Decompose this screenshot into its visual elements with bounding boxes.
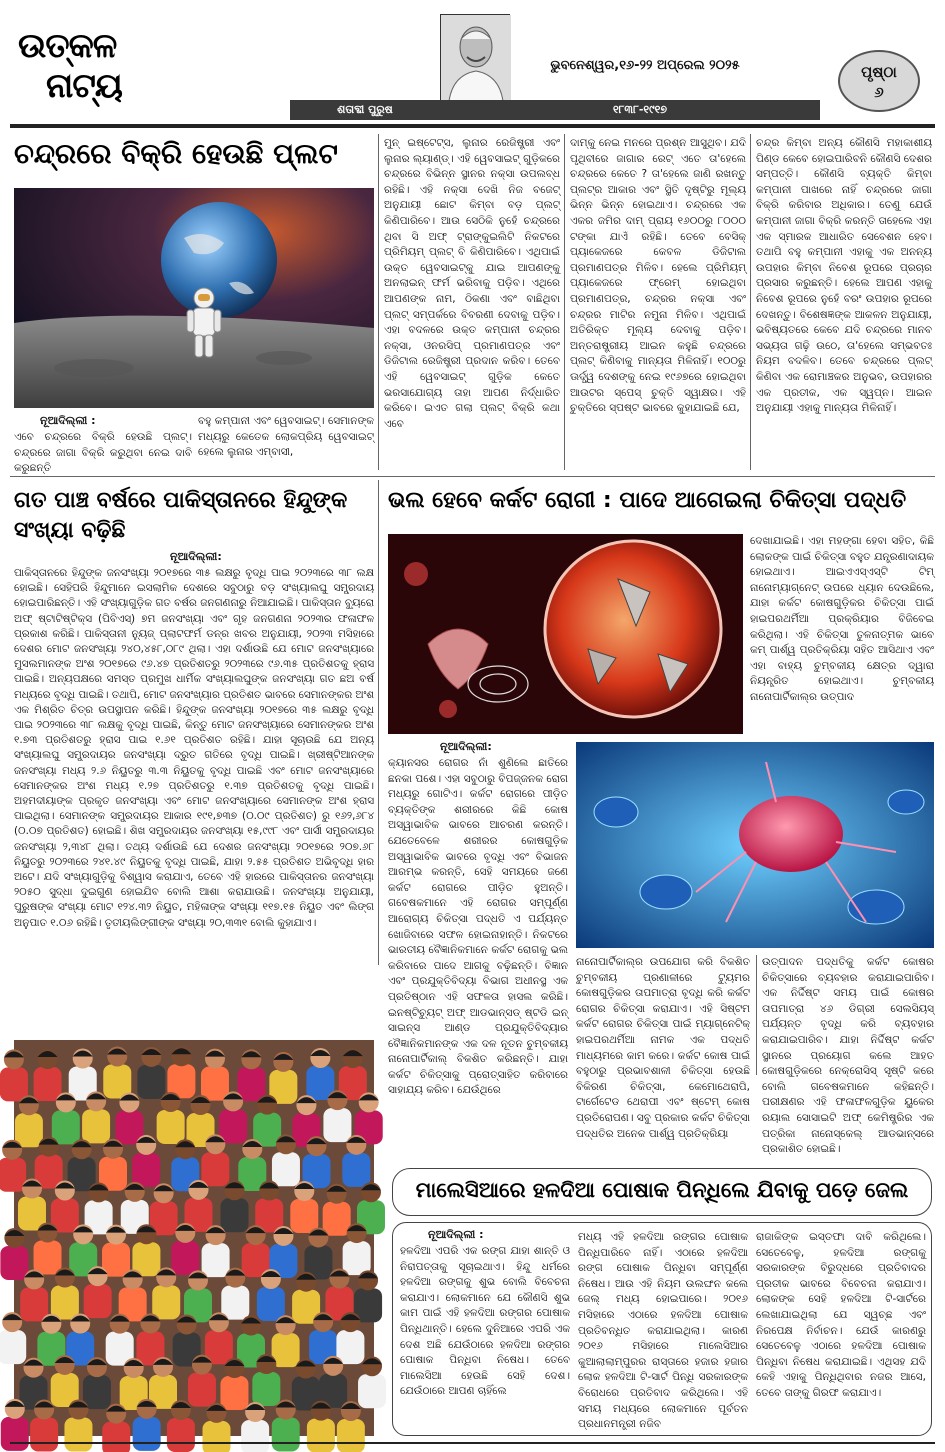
column-rule: [750, 134, 751, 470]
crowd-person-body: [336, 1330, 364, 1364]
masthead-bar: [290, 100, 820, 120]
moon-astronaut-image: [14, 188, 374, 408]
crowd-person-body: [220, 1376, 248, 1410]
section-divider: [10, 476, 935, 477]
crowd-person-body: [171, 1241, 199, 1275]
crowd-person-body: [34, 1067, 62, 1101]
story1-col-1: ଏବେ ଚନ୍ଦ୍ରରେ ବିକ୍ରି ହେଉଛି ପ୍ଲଟ୍। ଚନ୍ଦ୍ରରେ ଜାଗା ବିକ୍ରି କରୁଥିବା ନେଇ ଦାବି କରୁଛନ୍ତି: [14, 431, 192, 475]
crowd-person-body: [167, 1418, 195, 1452]
crowd-person-body: [307, 1419, 335, 1452]
crowd-person-body: [84, 1284, 112, 1318]
story2-headline: ଗତ ପାଞ୍ଚ ବର୍ଷରେ ପାକିସ୍ତାନରେ ହିନ୍ଦୁଙ୍କ ସଂଖ୍ୟା ବଢ଼ିଛି: [14, 488, 348, 543]
crowd-person-body: [202, 1243, 230, 1277]
story3-headline: ଭଲ ହେବେ କର୍କଟ ରୋଗୀ : ପାଦେ ଆଗେଇଲା ଚିକିତ୍ସା ପଦ୍ଧତି: [388, 488, 907, 513]
crowd-person-body: [30, 1417, 58, 1451]
masthead: [10, 8, 935, 126]
story4-dateline: ନୂଆଦିଲ୍ଲୀ :: [428, 1228, 484, 1241]
story4-headline: ମାଲେସିଆରେ ହଳଦିଆ ପୋଷାକ ପିନ୍ଧିଲେ ଯିବାକୁ ପଡ଼େ ଜେଲ: [415, 1178, 909, 1202]
story2-dateline: ନୂଆଦିଲ୍ଲୀ:: [170, 550, 222, 563]
crowd-person-body: [82, 1109, 110, 1143]
story3-dateline: ନୂଆଦିଲ୍ଲୀ:: [440, 740, 492, 753]
portrait-icon: [441, 15, 511, 101]
masthead-divider: [10, 124, 935, 128]
masthead-tag: ଶତାବ୍ଦୀ ପୁରୁଷ: [337, 103, 393, 116]
story1-col-3: ମୁନ୍ ଇଷ୍ଟେଟ୍ସ, ଲୁନାର ରେଜିଷ୍ଟ୍ରୀ ଏବଂ ଲୁନାର ଲ୍ୟାଣ୍ଡ୍। ଏହି ୱେବସାଇଟ୍ ଗୁଡ଼ିକରେ ଚନ୍ଦ୍ରରେ ବିଭିନ୍ନ ସ୍ଥାନର ନକ୍ସା ଉପଲବ୍ଧ ରହିଛି। ଏହି ନକ୍ସା ଦେଖି ନିଜ ବଜେଟ୍ ଅନୁଯାୟୀ ଛୋଟ କିମ୍ବା ବଡ଼ ପ୍ଲଟ୍ କିଣିପାରିବେ। ଆଉ ସେଠିକି ନୁହେଁ ଚନ୍ଦ୍ରରେ ଥିବା ସି ଅଫ୍ ଟ୍ରାଙ୍କୁଇଲିଟି ନିକଟରେ ପ୍ରିମିୟମ୍ ପ୍ଲଟ୍ ବି କିଣିପାରିବେ। ଏଥିପାଇଁ ଉକ୍ତ ୱେବସାଇଟ୍କୁ ଯାଇ ଆପଣଙ୍କୁ ଅନଲାଇନ୍ ଫର୍ମ ଭରିବାକୁ ପଡ଼ିବ। ଏଥିରେ ଆପଣଙ୍କ ନାମ, ଠିକଣା ଏବଂ ବାଛିଥିବା ପ୍ଲଟ୍ ସମ୍ପର୍କରେ ବିବରଣୀ ଦେବାକୁ ପଡ଼ିବ। ଏହା ବଦଳରେ ଉକ୍ତ କମ୍ପାନୀ ଚନ୍ଦ୍ରର ନକ୍ସା, ଓନରସିପ୍ ପ୍ରମାଣପତ୍ର ଏବଂ ଡିଜିଟାଲ ରେଜିଷ୍ଟ୍ରୀ ପ୍ରଦାନ କରିବ। ତେବେ ଏହି ୱେବସାଇଟ୍ ଗୁଡ଼ିକ କେତେ ଭରସାଯୋଗ୍ୟ ତାହା ଆପଣ ନିର୍ଦ୍ଧାରିତ କରିବେ। ଇଏତ ଗଲା ପ୍ଲଟ୍ ବିକ୍ରି କଥା ଏବେ: [384, 137, 560, 430]
story1-col-2: ବହୁ କମ୍ପାନୀ ଏବଂ ୱେବସାଇଟ୍। ସେମାନଙ୍କ ମଧ୍ୟରୁ କେତେକ ଲୋକପ୍ରିୟ ୱେବସାଇଟ୍ ହେଲେ ଲୁନାର ଏମ୍ବାସୀ,: [198, 415, 374, 459]
column-rule: [378, 134, 379, 470]
crowd-person-body: [15, 1113, 43, 1147]
crowd-person-body: [337, 1419, 365, 1452]
crowd-person-body: [201, 1152, 229, 1186]
story3-col-2: ନାନୋପାର୍ଟିକାଲ୍ର ଉପଯୋଗ କରି ବିକଶିତ ଚୁମ୍ବକୀୟ ପ୍ରଣାଳୀରେ ଟ୍ୟୁମର କୋଷଗୁଡ଼ିକର ତାପମାତ୍ରା ବୃଦ୍ଧି କରି କର୍କଟ ରୋଗର ଚିକିତ୍ସା କରାଯାଏ। ଏହି ସିଷ୍ଟମ କର୍କଟ ରୋଗର ଚିକିତ୍ସା ପାଇଁ ମ୍ୟାଗ୍ନେଟିକ୍ ହାଇପରଥର୍ମିଆ ନାମକ ଏକ ପଦ୍ଧତି ମାଧ୍ୟମରେ କାମ କରେ। କର୍କଟ କୋଷ ପାଇଁ ବହୁଠାରୁ ପ୍ରଭାବଶାଳୀ ଚିକିତ୍ସା ହେଉଛି ବିକିରଣ ଚିକିତ୍ସା, କେମୋଥେରାପି, ଟାର୍ଗେଟେଡ ଥେରାପୀ ଏବଂ ଷ୍ଟେମ୍ କୋଷ ପ୍ରତିରୋପଣ। ସବୁ ପ୍ରକାର କର୍କଟ ଚିକିତ୍ସା ପଦ୍ଧତିର ଅନେକ ପାର୍ଶ୍ୱ ପ୍ରତିକ୍ରିୟା: [576, 956, 750, 1140]
crowd-person-body: [257, 1287, 285, 1321]
crowd-person-body: [202, 1421, 230, 1452]
column-rule: [756, 955, 757, 1075]
nanoparticle-image: [388, 534, 743, 734]
crowd-person-body: [34, 1240, 62, 1274]
story2-body: ପାକିସ୍ତାନରେ ହିନ୍ଦୁଙ୍କ ଜନସଂଖ୍ୟା ୨୦୧୭ରେ ୩୫ ଲକ୍ଷରୁ ବୃଦ୍ଧି ପାଇ ୨୦୨୩ରେ ୩୮ ଲକ୍ଷ ହୋଇଛି। ସେହିପରି ହିନ୍ଦୁମାନେ ଇସଲାମିକ ଦେଶରେ ସବୁଠାରୁ ବଡ଼ ସଂଖ୍ୟାଲଘୁ ସମ୍ପ୍ରଦାୟ ହୋଇପାରିଛନ୍ତି। ଏହି ସଂଖ୍ୟାଗୁଡ଼ିକ ଗତ ବର୍ଷର ଜନଗଣନାରୁ ନିଆଯାଇଛି। ପାକିସ୍ତାନ ବ୍ୟୁରୋ ଅଫ୍ ଷ୍ଟାଟିଷ୍ଟିକ୍ସ (ପିବିଏସ୍) ୭ମ ଜନସଂଖ୍ୟା ଏବଂ ଗୃହ ଜନଗଣନା ୨୦୨୩ର ଫଳାଫଳ ପ୍ରକାଶ କରିଛି। ପାକିସ୍ତାନୀ ନ୍ୟୁଜ୍ ପ୍ଲାଟଫର୍ମ ଡନ୍ର ଖବର ଅନୁଯାୟୀ, ୨୦୨୩ ମସିହାରେ ଦେଶର ମୋଟ ଜନସଂଖ୍ୟା ୨୪୦,୪୫୮,୦୮୯ ଥିଲା। ଏହା ଦର୍ଶାଉଛି ଯେ ମୋଟ ଜନସଂଖ୍ୟାରେ ମୁସଲମାନଙ୍କ ଅଂଶ ୨୦୧୭ରେ ୯୬.୪୭ ପ୍ରତିଶତରୁ ୨୦୨୩ରେ ୯୬.୩୫ ପ୍ରତିଶତକୁ ହ୍ରାସ ପାଇଛି। ଅନ୍ୟପକ୍ଷରେ ସମସ୍ତ ପ୍ରମୁଖ ଧାର୍ମିକ ସଂଖ୍ୟାଲଘୁଙ୍କ ଜନସଂଖ୍ୟା ଗତ ଛଅ ବର୍ଷ ମଧ୍ୟରେ ବୃଦ୍ଧି ପାଇଛି। ତଥାପି, ମୋଟ ଜନସଂଖ୍ୟାର ପ୍ରତିଶତ ଭାବରେ ସେମାନଙ୍କର ଅଂଶ ଏକ ମିଶ୍ରିତ ଚିତ୍ର ଉପସ୍ଥାପନ କରିଛି। ହିନ୍ଦୁଙ୍କ ଜନସଂଖ୍ୟା ୨୦୧୭ରେ ୩୫ ଲକ୍ଷରୁ ବୃଦ୍ଧି ପାଇ ୨୦୨୩ରେ ୩୮ ଲକ୍ଷକୁ ବୃଦ୍ଧି ପାଇଛି, କିନ୍ତୁ ମୋଟ ଜନସଂଖ୍ୟାରେ ସେମାନଙ୍କର ଅଂଶ ୧.୭୩ ପ୍ରତିଶତରୁ ହ୍ରାସ ପାଇ ୧.୬୧ ପ୍ରତିଶତ ରହିଛି। ଯାହା ସୂଚାଉଛି ଯେ ଅନ୍ୟ ସଂଖ୍ୟାଲଘୁ ସମ୍ପ୍ରଦାୟର ଜନସଂଖ୍ୟା ଦ୍ରୁତ ଗତିରେ ବୃଦ୍ଧି ପାଇଛି। ଖ୍ରୀଷ୍ଟିଆନଙ୍କ ଜନସଂଖ୍ୟା ମଧ୍ୟ ୨.୬ ନିୟୁତରୁ ୩.୩ ନିୟୁତକୁ ବୃଦ୍ଧି ପାଇଛି ଏବଂ ମୋଟ ଜନସଂଖ୍ୟାରେ ସେମାନଙ୍କର ଅଂଶ ମଧ୍ୟ ୧.୨୭ ପ୍ରତିଶତରୁ ୧.୩୭ ପ୍ରତିଶତକୁ ବୃଦ୍ଧି ପାଇଛି। ଅହମଦୀୟାଙ୍କ ପ୍ରକୃତ ଜନସଂଖ୍ୟା ଏବଂ ମୋଟ ଜନସଂଖ୍ୟାରେ ସେମାନଙ୍କ ଅଂଶ ହ୍ରାସ ପାଇଥିଲା। ସେମାନଙ୍କ ସମ୍ପ୍ରଦାୟର ଆକାର ୧୯୧,୭୩୭ (୦.୦୯ ପ୍ରତିଶତ) ରୁ ୧୬୨,୬୮୪ (୦.୦୭ ପ୍ରତିଶତ) ହୋଇଛି। ଶିଖ ସମ୍ପ୍ରଦାୟର ଜନସଂଖ୍ୟା ୧୫,୯୯୮ ଏବଂ ପାର୍ସୀ ସମ୍ପ୍ରଦାୟର ଜନସଂଖ୍ୟା ୨,୩୪୮ ଥିଲା। ତଥ୍ୟ ଦର୍ଶାଉଛି ଯେ ଦେଶର ଜନସଂଖ୍ୟା ୨୦୧୭ରେ ୨୦୭.୬୮ ନିୟୁତରୁ ୨୦୨୩ରେ ୨୪୧.୪୯ ନିୟୁତକୁ ବୃଦ୍ଧି ପାଇଛି, ଯାହା ୨.୫୫ ପ୍ରତିଶତ ଅଭିବୃଦ୍ଧି ହାର ଅଟେ। ଯଦି ସଂଖ୍ୟାଗୁଡ଼ିକୁ ବିଶ୍ୱାସ କରାଯାଏ, ତେବେ ଏହି ହାରରେ ପାକିସ୍ତାନର ଜନସଂଖ୍ୟା ୨୦୫୦ ସୁଦ୍ଧା ଦୁଇଗୁଣ ହୋଇଯିବ ବୋଲି ଆଶା କରାଯାଉଛି। ଜନସଂଖ୍ୟା ଅନୁଯାୟୀ, ପୁରୁଷଙ୍କ ସଂଖ୍ୟା ମୋଟ ୧୨୪.୩୨ ନିୟୁତ, ମହିଳାଙ୍କ ସଂଖ୍ୟା ୧୧୭.୧୫ ନିୟୁତ ଏବଂ ଲିଙ୍ଗ ଅନୁପାତ ୧.୦୬ ରହିଛି। ତୃତୀୟଲିଙ୍ଗୀଙ୍କ ସଂଖ୍ୟା ୨୦,୩୩୧ ବୋଲି କୁହାଯାଏ।: [14, 567, 374, 929]
crowd-person-body: [343, 1241, 371, 1275]
crowd-person-body: [20, 1287, 48, 1321]
portrait-image: [440, 14, 510, 100]
bottom-rule: [10, 1442, 935, 1444]
crowd-person-body: [64, 1418, 92, 1452]
crowd-person-body: [323, 1202, 351, 1236]
crowd-person-body: [358, 1374, 386, 1408]
crowd-person-body: [290, 1199, 318, 1233]
story1-dateline: ନୂଆଦିଲ୍ଲୀ :: [40, 414, 96, 427]
dateline: ଭୁବନେଶ୍ୱର,୧୬-୨୨ ଅପ୍ରେଲ ୨୦୨୫: [550, 58, 740, 73]
story1-col-4: ଦାମ୍କୁ ନେଇ ମନରେ ପ୍ରଶ୍ନ ଆସୁଥିବ। ଯଦି ପୃଥିବୀରେ ଜାଗାର ରେଟ୍ ଏତେ ତା'ହେଲେ ଚନ୍ଦ୍ରରେ କେତେ ? ତା'ହେଲେ ଜାଣି ରଖନ୍ତୁ ପ୍ଲଟ୍ର ଆକାର ଏବଂ ସ୍ଥିତି ଦୃଷ୍ଟିରୁ ମୂଲ୍ୟ ଭିନ୍ନ ଭିନ୍ନ ହୋଇଥାଏ। ଚନ୍ଦ୍ରରେ ଏକ ଏକର ଜମିର ଦାମ୍ ପ୍ରାୟ ୧୬୦୦ରୁ ୮୦୦୦ ଟଙ୍କା ଯାଏଁ ରହିଛି। ତେବେ ବେସିକ୍ ପ୍ୟାକେଜରେ କେବଳ ଡିଜିଟାଲ ପ୍ରମାଣପତ୍ର ମିଳିବ। ହେଲେ ପ୍ରିମିୟମ୍ ପ୍ୟାକେଜରେ ଫ୍ରେମ୍ ହୋଇଥିବା ପ୍ରମାଣପତ୍ର, ଚନ୍ଦ୍ରର ନକ୍ସା ଏବଂ ଚନ୍ଦ୍ରର ମାଟିର ନମୁନା ମିଳିବ। ଏଥିପାଇଁ ଅତିରିକ୍ତ ମୂଲ୍ୟ ଦେବାକୁ ପଡ଼ିବ। ଅନ୍ତରାଷ୍ଟ୍ରୀୟ ଆଇନ କହୁଛି ଚନ୍ଦ୍ରରେ ପ୍ଲଟ୍ କିଣିବାକୁ ମାନ୍ୟତା ମିଳିନାହିଁ। ୧୦୦ରୁ ଊର୍ଦ୍ଧ୍ୱ ଦେଶଙ୍କୁ ନେଇ ୧୯୬୭ରେ ହୋଇଥିବା ଆଉଟର ସ୍ପେସ୍ ଚୁକ୍ତି ସ୍ୱାକ୍ଷର। ଏହି ଚୁକ୍ତିରେ ସ୍ପଷ୍ଟ ଭାବରେ କୁହାଯାଇଛି ଯେ,: [570, 137, 746, 415]
crowd-person-body: [132, 1153, 160, 1187]
crowd-person-body: [83, 1375, 111, 1409]
story1-headline: ଚନ୍ଦ୍ରରେ ବିକ୍ରି ହେଉଛି ପ୍ଲଟ: [14, 137, 338, 170]
story1-col-5: ଚନ୍ଦ୍ର କିମ୍ବା ଅନ୍ୟ କୌଣସି ମହାକାଶୀୟ ପିଣ୍ଡ କେବେ ହୋଇପାରିବନି କୌଣସି ଦେଶର ସମ୍ପତ୍ତି। କୌଣସି ବ୍ୟକ୍ତି କିମ୍ବା କମ୍ପାନୀ ପାଖରେ ନାହିଁ ଚନ୍ଦ୍ରରେ ଜାଗା ବିକ୍ରି କରିବାର ଅଧିକାର। ତେଣୁ ଯେଉଁ କମ୍ପାନୀ ଜାଗା ବିକ୍ରି କରନ୍ତି ତାହେଲେ ଏହା ଏକ ସ୍ମାରକ ଆଧାରିତ ସେବେଶନ ହେବ। ତଥାପି ବହୁ କମ୍ପାନୀ ଏହାକୁ ଏକ ଅନନ୍ୟ ଉପହାର କିମ୍ବା ନିବେଶ ରୂପରେ ପ୍ରଚାର ପ୍ରସାର କରୁଛନ୍ତି। ହେଲେ ଆପଣ ଏହାକୁ ନିବେଶ ରୂପରେ ନୁହେଁ ବରଂ ଉପହାର ରୂପରେ ଦେଖନ୍ତୁ। ବିଶେଷଜ୍ଞଙ୍କ ଆକଳନ ଅନୁଯାୟୀ, ଭବିଷ୍ୟତରେ କେବେ ଯଦି ଚନ୍ଦ୍ରରେ ମାନବ ସଭ୍ୟତା ଗଢ଼ି ଉଠେ, ତା'ହେଲେ ସମ୍ଭବତଃ ନିୟମ ବଦଳିବ। ତେବେ ଚନ୍ଦ୍ରରେ ପ୍ଲଟ୍ କିଣିବା ଏକ ରୋମାଞ୍ଚକର ଅନୁଭବ, ଉପହାରର ଏକ ପ୍ରତୀକ, ଏକ ସ୍ୱପ୍ନ। ଆଇନ ଅନୁଯାୟୀ ଏହାକୁ ମାନ୍ୟତା ମିଳିନାହିଁ।: [756, 137, 932, 415]
page-label: ପୃଷ୍ଠା: [861, 63, 897, 81]
crowd-person-body: [52, 1110, 80, 1144]
crowd-person-body: [51, 1286, 79, 1320]
crowd-person-body: [241, 1420, 269, 1452]
crowd-person-body: [0, 1330, 26, 1364]
crowd-person-body: [272, 1418, 300, 1452]
story4-col-1: ହଳଦିଆ ଏପରି ଏକ ରଙ୍ଗ ଯାହା ଶାନ୍ତି ଓ ନିରାପତ୍ତାକୁ ସୂଚାଇଥାଏ। ହିନ୍ଦୁ ଧର୍ମରେ ହଳଦିଆ ରଙ୍ଗକୁ ଶୁଭ ବୋଲି ବିବେଚନା କରାଯାଏ। ଲୋକମାନେ ଯେ କୌଣସି ଶୁଭ କାମ ପାଇଁ ଏହି ହଳଦିଆ ରଙ୍ଗର ପୋଷାକ ପିନ୍ଧିଥାନ୍ତି। ହେଲେ ଦୁନିଆରେ ଏପରି ଏକ ଦେଶ ଅଛି ଯେଉଁଠାରେ ହଳଦିଆ ରଙ୍ଗର ପୋଷାକ ପିନ୍ଧିବା ନିଷେଧ। ତେବେ ମାଲେସିଆ ହେଉଛି ସେହି ଦେଶ। ଯେଉଁଠାରେ ଆପଣ ଚାହିଁଲେ: [400, 1245, 570, 1398]
crowd-person-body: [0, 1246, 28, 1280]
crowd-person-body: [272, 1152, 300, 1186]
crowd-image: [14, 1040, 374, 1436]
story3-col-right-top: ଦେଖାଯାଇଛି। ଏହା ମହଙ୍ଗା ହେବା ସହିତ, କିଛି ଲୋକଙ୍କ ପାଇଁ ଚିକିତ୍ସା ବହୁତ ଯନ୍ତ୍ରଣାଦାୟକ ହୋଇଥାଏ। ଆଇଏଏସ୍ଏସ୍ଟି ଟିମ୍ ନାନୋମ୍ୟାଗ୍ନେଟ୍ ଉପରେ ଧ୍ୟାନ ଦେଉଛିଲେ, ଯାହା କର୍କଟ କୋଷଗୁଡ଼ିକର ଚିକିତ୍ସା ପାଇଁ ହାଇପରଥର୍ମିଆ ପ୍ରକ୍ରିୟାର ବିଜିବେଇ କରିଥିଲା। ଏହି ଚିକିତ୍ସା ତୁଳନାତ୍ମକ ଭାବେ କମ୍ ପାର୍ଶ୍ୱ ପ୍ରତିକ୍ରିୟା ସହିତ ଆସିଥାଏ ଏବଂ ଏହା ବାହ୍ୟ ଚୁମ୍ବକୀୟ କ୍ଷେତ୍ର ଦ୍ୱାରା ନିୟନ୍ତ୍ରିତ ହୋଇଥାଏ। ଚୁମ୍ବକୀୟ ନାନୋପାର୍ଟିକାଲ୍ର ଉତ୍ପାଦ: [750, 535, 934, 703]
page-number-badge: [838, 50, 920, 112]
masthead-years: ୧୮୩୮-୧୯୧୭: [612, 103, 668, 116]
crowd-person-body: [0, 1067, 28, 1101]
crowd-person-body: [133, 1417, 161, 1451]
column-rule: [564, 134, 565, 470]
crowd-person-body: [1, 1417, 29, 1451]
crowd-person-body: [323, 1108, 351, 1142]
story3-col-1: କ୍ୟାନସର ରୋଗର ନାଁ ଶୁଣିଲେ ଛାତିରେ ଛନକା ପଶେ। ଏହା ସବୁଠାରୁ ବିପଜ୍ଜନକ ରୋଗ ମଧ୍ୟରୁ ଗୋଟିଏ। କର୍କଟ ରୋଗରେ ପୀଡ଼ିତ ବ୍ୟକ୍ତିଙ୍କ ଶରୀରରେ କିଛି କୋଷ ଅସ୍ୱାଭାବିକ ଭାବରେ ଆଚରଣ କରନ୍ତି। ଯେତେବେଳେ ଶରୀରର କୋଷଗୁଡ଼ିକ ଅସ୍ୱାଭାବିକ ଭାବରେ ବୃଦ୍ଧି ଏବଂ ବିଭାଜନ ଆରମ୍ଭ କରନ୍ତି, ସେହି ସମୟରେ ଜଣେ କର୍କଟ ରୋଗରେ ପୀଡ଼ିତ ହୁଅନ୍ତି। ଗବେଷକମାନେ ଏହି ରୋଗର ସମ୍ପୂର୍ଣ୍ଣ ଆରୋଗ୍ୟ ଚିକିତ୍ସା ପଦ୍ଧତି ଏ ପର୍ଯ୍ୟନ୍ତ ଖୋଜିବାରେ ସଫଳ ହୋଇନାହାନ୍ତି। ନିକଟରେ ଭାରତୀୟ ବୈଜ୍ଞାନିକମାନେ କର୍କଟ ରୋଗକୁ ଭଲ କରିବାରେ ପାଦେ ଆଗକୁ ବଢ଼ିଛନ୍ତି। ବିଜ୍ଞାନ ଏବଂ ପ୍ରଯୁକ୍ତିବିଦ୍ୟା ବିଭାଗ ଅଧୀନସ୍ଥ ଏକ ପ୍ରତିଷ୍ଠାନ ଏହି ସଫଳତା ହାସଲ କରିଛି। ଇନଷ୍ଟିଚ୍ୟୁଟ୍ ଅଫ୍ ଆଡଭାନ୍ସଡ୍ ଷ୍ଟଡି ଇନ୍ ସାଇନ୍ସ ଆଣ୍ଡ ପ୍ରଯୁକ୍ତିବିଦ୍ୟାର ବୈଜ୍ଞାନିକମାନଙ୍କ ଏକ ଦଳ ନୂତନ ଚୁମ୍ବକୀୟ ନାନୋପାର୍ଟିକାଲ୍ ବିକଶିତ କରିଛନ୍ତି। ଯାହା କର୍କଟ ଚିକିତ୍ସାକୁ ପ୍ରୋତ୍ସାହିତ କରିବାରେ ସାହାଯ୍ୟ କରିବ। ଯେଉଁଥିରେ: [388, 757, 568, 1097]
newspaper-logo: [18, 26, 168, 116]
crowd-person-body: [201, 1067, 229, 1101]
crowd-person-body: [152, 1285, 180, 1319]
crowd-person-body: [221, 1286, 249, 1320]
crowd-person-body: [188, 1373, 216, 1407]
cancer-cell-image: [576, 742, 934, 948]
crowd-person-body: [157, 1110, 185, 1144]
crowd-person-body: [342, 1153, 370, 1187]
crowd-person-body: [221, 1198, 249, 1232]
logo-line-1: ଉତ୍କଳ: [18, 26, 117, 66]
crowd-person-body: [137, 1065, 165, 1099]
page-number: ୬: [874, 83, 884, 101]
logo-line-2: ନାଟ୍ୟ: [46, 66, 122, 106]
column-rule: [378, 480, 379, 965]
story3-col-3: ଉତ୍ପାଦନ ପଦ୍ଧତିକୁ କର୍କଟ କୋଷର ଚିକିତ୍ସାରେ ବ୍ୟବହାର କରାଯାଇପାରିବ। ଏକ ନିର୍ଦ୍ଦିଷ୍ଟ ସମୟ ପାଇଁ କୋଷର ତାପମାତ୍ରା ୪୬ ଡିଗ୍ରୀ ସେଲସିୟସ୍ ପର୍ଯ୍ୟନ୍ତ ବୃଦ୍ଧି କରି ବ୍ୟବହାର କରାଯାଇପାରିବ। ଯାହା ନିର୍ଦ୍ଦିଷ୍ଟ କର୍କଟ ସ୍ଥାନରେ ପ୍ରୟୋଗ କଲେ ଆହତ କୋଷଗୁଡ଼ିକରେ ନେକ୍ରୋସିସ୍ ସୃଷ୍ଟି କରେ ବୋଲି ଗବେଷକମାନେ କହିଛନ୍ତି। ପରୀକ୍ଷଣର ଏହି ଫଳାଫଳଗୁଡ଼ିକ ୟୁକେର ରୟାଲ ସୋସାଇଟି ଅଫ୍ କେମିଷ୍ଟ୍ରିର ଏକ ପତ୍ରିକା ନାନୋସ୍କେଲ୍ ଆଡଭାନ୍ସରେ ପ୍ରକାଶିତ ହୋଇଛି।: [762, 956, 934, 1156]
story4-col-2: ମଧ୍ୟ ଏହି ହଳଦିଆ ରଙ୍ଗର ପୋଷାକ ପିନ୍ଧିପାରିବେ ନାହିଁ। ଏଠାରେ ହଳଦିଆ ରଙ୍ଗ ପୋଷାକ ପିନ୍ଧିବା ସମ୍ପୂର୍ଣ୍ଣ ନିଷେଧ। ଆଉ ଏହି ନିୟମ ଉଲଙ୍ଘନ କଲେ ଜେଲ୍ ମଧ୍ୟ ହୋଇପାରେ। ୨୦୧୬ ମସିହାରେ ଏଠାରେ ହଳଦିଆ ପୋଷାକ ପ୍ରତିବନ୍ଧିତ କରାଯାଇଥିଲା। କାରଣ ୨୦୧୬ ମସିହାରେ ମାଲେସିଆର କୁଆଲାଲାମ୍ପୁରର ରାସ୍ତାରେ ହଜାର ହଜାର ଲୋକ ହଳଦିଆ ଟି-ସାର୍ଟ ପିନ୍ଧି ସରକାରଙ୍କ ବିରୋଧରେ ପ୍ରତିବାଦ କରିଥିଲେ। ଏହି ସମୟ ମଧ୍ୟରେ ଲୋକମାନେ ପୂର୍ବତନ ପ୍ରଧାନମନ୍ତ୍ରୀ ନଜିବ: [578, 1231, 748, 1431]
story4-col-3: ରାଜାକିଙ୍କ ଇସ୍ତଫା ଦାବି କରିଥିଲେ। ସେତେବେଳୁ, ହଳଦିଆ ରଙ୍ଗକୁ ସରକାରଙ୍କ ବିରୁଦ୍ଧରେ ପ୍ରତିବାଦର ପ୍ରତୀକ ଭାବରେ ବିବେଚନା କରାଯାଏ। ଲୋକଙ୍କ ସେହି ହଳଦିଆ ଟି-ସାର୍ଟରେ ଲେଖାଯାଇଥିଲା ଯେ ସ୍ୱଚ୍ଛ ଏବଂ ନିରପେକ୍ଷ ନିର୍ବାଚନ। ଯେଉଁ କାରଣରୁ ସେତେବେଳୁ ଏଠାରେ ହଳଦିଆ ପୋଷାକ ପିନ୍ଧିବା ନିଷେଧ କରାଯାଇଛି। ଏଥିସହ ଯଦି କେହି ଏହାକୁ ପିନ୍ଧିଥିବାର ନଜର ଆସେ, ତେବେ ତାଙ୍କୁ ଗିରଫ କରାଯାଏ।: [756, 1231, 926, 1399]
crowd-person-body: [252, 1372, 280, 1406]
crowd-person-body: [102, 1422, 130, 1452]
